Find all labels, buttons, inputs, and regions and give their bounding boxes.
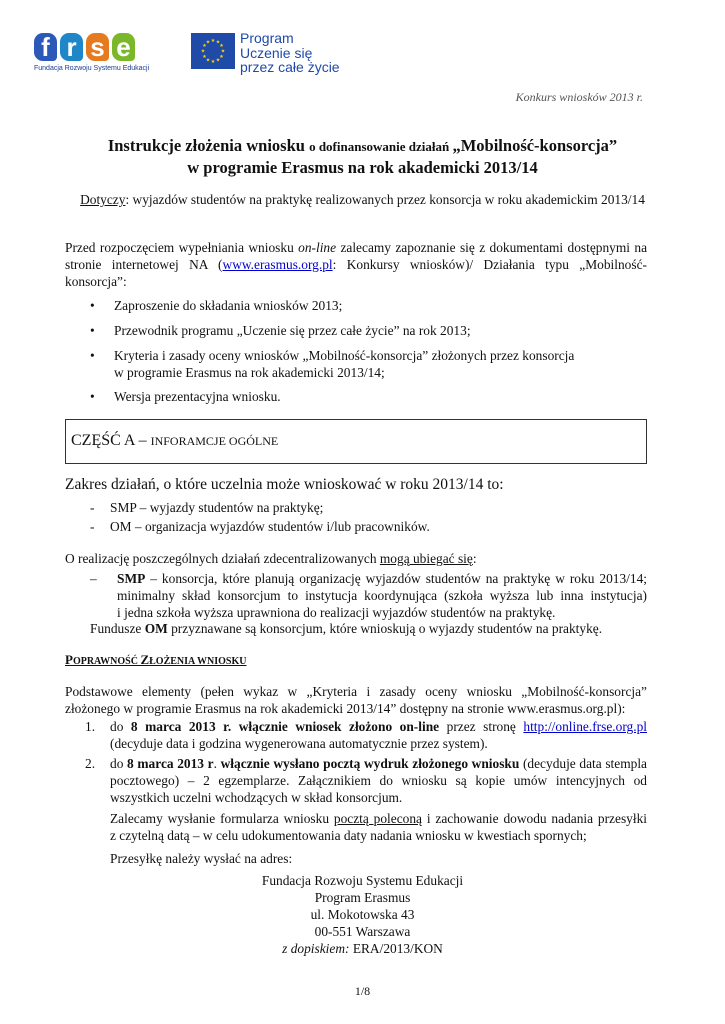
svg-text:★: ★ bbox=[210, 38, 216, 44]
section-a-title: CZĘŚĆ A – INFORAMCJE OGÓLNE bbox=[71, 432, 279, 449]
svg-text:★: ★ bbox=[202, 54, 207, 60]
address-line: 00-551 Warszawa bbox=[314, 924, 411, 939]
dash: - bbox=[90, 519, 95, 534]
erasmus-link[interactable]: www.erasmus.org.pl bbox=[222, 257, 333, 272]
header-note: Konkurs wniosków 2013 r. bbox=[515, 90, 643, 104]
list-item: • bbox=[90, 298, 95, 313]
svg-text:★: ★ bbox=[220, 48, 226, 55]
zalecamy-paragraph: Zalecamy wysłanie formularza wniosku pocztą poleconą i zachowanie dowodu nadania przesyłki z czytelną datą – w celu udokumentowania daty nadania wniosku w kwestiach spornych; bbox=[110, 811, 647, 843]
page-number: 1/8 bbox=[354, 984, 371, 998]
svg-text:★: ★ bbox=[205, 39, 211, 46]
item-1: do 8 marca 2013 r. włącznie wniosek złożono on-line przez stronę http://online.frse.org.pl (decyduje data i godzina wygenerowana automatycznie przez system). bbox=[110, 719, 647, 751]
list-item-text: Kryteria i zasady oceny wniosków „Mobilność-konsorcja” złożonych przez konsorcja bbox=[114, 348, 575, 363]
list-item: • bbox=[90, 323, 95, 338]
realizacja-intro: O realizację poszczególnych działań zdecentralizowanych mogą ubiegać się: bbox=[65, 551, 477, 566]
dopisek-line: z dopiskiem: ERA/2013/KON bbox=[282, 941, 443, 956]
online-frse-link[interactable]: http://online.frse.org.pl bbox=[523, 719, 647, 734]
item-2: do 8 marca 2013 r. włącznie wysłano pocztą wydruk złożonego wniosku (decyduje data stempla pocztowego) – 2 egzemplarze. Załącznikiem do wniosku są kopie umów intencyjnych od wszystkich uczelni wchodzących w skład konsorcjum. bbox=[110, 756, 647, 805]
item-number: 2. bbox=[85, 756, 96, 771]
list-item: • bbox=[90, 389, 95, 404]
address-line: ul. Mokotowska 43 bbox=[310, 907, 415, 922]
poprawnosc-intro: Podstawowe elementy (pełen wykaz w „Kryteria i zasady oceny wniosku „Mobilność-konsorcja” złożonego w programie Erasmus na rok akademicki 2013/14” dostępny na stronie www.erasmus.org.pl): bbox=[65, 684, 647, 716]
intro-paragraph: Przed rozpoczęciem wypełniania wniosku on-line zalecamy zapoznanie się z dokumentami dostępnymi na stronie internetowej NA (www.erasmus.org.pl: Konkursy wniosków)/ Działania typu „Mobilność-konsorcja”: bbox=[65, 240, 648, 289]
dotyczy-label: Dotyczy bbox=[80, 192, 126, 207]
list-item-text: w programie Erasmus na rok akademicki 2013/14; bbox=[114, 365, 385, 380]
svg-text:★: ★ bbox=[219, 43, 224, 49]
svg-text:★: ★ bbox=[215, 57, 221, 64]
item-number: 1. bbox=[85, 719, 96, 734]
svg-text:★: ★ bbox=[210, 59, 216, 65]
dash: - bbox=[90, 500, 95, 515]
frse-letter-r: r bbox=[60, 33, 83, 61]
poprawnosc-heading: POPRAWNOŚĆ ZŁOŻENIA WNIOSKU bbox=[65, 652, 247, 667]
llp-line-1: Program bbox=[240, 30, 294, 46]
address-line: Fundacja Rozwoju Systemu Edukacji bbox=[261, 873, 464, 888]
list-item-text: Zaproszenie do składania wniosków 2013; bbox=[114, 298, 343, 313]
frse-logo bbox=[34, 32, 150, 81]
title-line-2: w programie Erasmus na rok akademicki 2013/14 bbox=[187, 158, 538, 177]
dash: – bbox=[90, 571, 97, 586]
title-line-1: Instrukcje złożenia wniosku o dofinansowanie działań „Mobilność-konsorcja” bbox=[107, 136, 618, 155]
przesylke-text: Przesyłkę należy wysłać na adres: bbox=[110, 851, 293, 866]
smp-description: SMP – konsorcja, które planują organizację wyjazdów studentów na praktykę w roku 2013/14; minimalny skład konsorcjum to instytucja koordynująca (szkoła wyższa lub inna instytucja) i jedna szkoła wyższa uprawniona do realizacji wyjazdów studentów na praktykę. bbox=[117, 571, 647, 620]
list-item-text: Przewodnik programu „Uczenie się przez całe życie” na rok 2013; bbox=[114, 323, 471, 338]
list-item: • bbox=[90, 348, 95, 363]
address-line: Program Erasmus bbox=[314, 890, 411, 905]
zakres-item: SMP – wyjazdy studentów na praktykę; bbox=[110, 500, 324, 515]
document-title bbox=[0, 135, 725, 178]
address-block bbox=[0, 872, 725, 940]
list-item-text: Wersja prezentacyjna wniosku. bbox=[114, 389, 281, 404]
llp-line-2: Uczenie się bbox=[240, 44, 313, 61]
svg-text:★: ★ bbox=[200, 48, 206, 55]
frse-letter-f: f bbox=[34, 33, 57, 61]
svg-text:★: ★ bbox=[205, 57, 211, 64]
zakres-item: OM – organizacja wyjazdów studentów i/lub pracowników. bbox=[110, 519, 430, 534]
frse-letter-e: e bbox=[112, 33, 135, 61]
svg-text:★: ★ bbox=[215, 39, 221, 46]
frse-letters bbox=[34, 33, 135, 65]
zakres-heading: Zakres działań, o które uczelnia może wnioskować w roku 2013/14 to: bbox=[65, 476, 504, 493]
om-description: Fundusze OM przyznawane są konsorcjum, które wnioskują o wyjazdy studentów na praktykę. bbox=[90, 621, 603, 636]
section-a-box bbox=[65, 419, 647, 464]
dotyczy-text: : wyjazdów studentów na praktykę realizowanych przez konsorcja w roku akademickim 2013/14 bbox=[125, 192, 645, 207]
llp-line-3: przez całe życie bbox=[240, 59, 340, 75]
svg-text:★: ★ bbox=[219, 54, 224, 60]
frse-letter-s: s bbox=[86, 33, 109, 61]
eu-flag-icon bbox=[191, 33, 235, 69]
frse-subtitle: Fundacja Rozwoju Systemu Edukacji bbox=[34, 65, 150, 72]
dotyczy-line bbox=[0, 191, 725, 208]
llp-text bbox=[240, 31, 340, 75]
svg-text:★: ★ bbox=[202, 43, 207, 49]
llp-logo bbox=[191, 30, 381, 77]
